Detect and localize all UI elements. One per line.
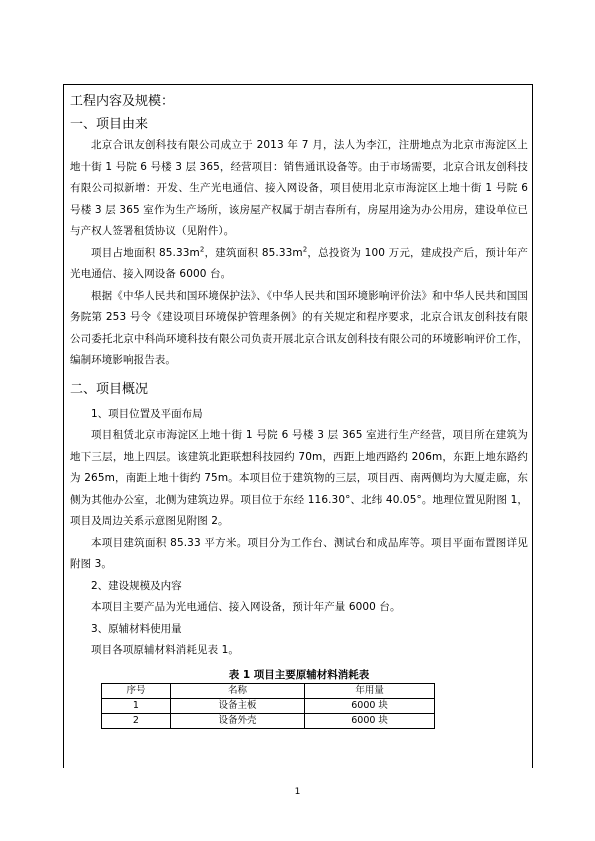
paragraph-origin-2 <box>70 243 528 286</box>
superscript-2: 2 <box>302 245 308 253</box>
heading-project-origin: 一、项目由来 <box>70 117 149 132</box>
document-body <box>70 92 528 729</box>
paragraph-scale: 本项目主要产品为光电通信、接入网设备，预计年产量 6000 台。 <box>91 601 401 613</box>
table-header-row <box>102 683 435 698</box>
header-annual-usage: 年用量 <box>305 683 435 698</box>
cell-usage: 6000 块 <box>305 698 435 713</box>
paragraph-layout: 本项目建筑面积 85.33 平方米。项目分为工作台、测试台和成品库等。项目平面布置图详见附图 3。 <box>70 536 528 570</box>
table-row <box>102 713 435 728</box>
cell-name: 设备主板 <box>170 698 304 713</box>
heading-project-overview: 二、项目概况 <box>70 381 149 397</box>
section-title: 工程内容及规模： <box>70 94 175 109</box>
area-text-b: ，建筑面积 85.33m <box>204 246 303 259</box>
subheading-materials: 3、原辅材料使用量 <box>91 622 182 635</box>
area-text-a: 项目占地面积 85.33m <box>91 246 200 259</box>
cell-index: 2 <box>102 713 171 728</box>
cell-usage: 6000 块 <box>305 713 435 728</box>
table-row <box>102 698 435 713</box>
cell-index: 1 <box>102 698 171 713</box>
paragraph-materials: 项目各项原辅材料消耗见表 1。 <box>91 644 240 656</box>
page-number: 1 <box>294 787 301 797</box>
header-index: 序号 <box>102 683 171 698</box>
superscript-1: 2 <box>199 245 205 253</box>
table-caption: 表 1 项目主要原辅材料消耗表 <box>228 668 370 681</box>
area-text-c: ，总投资为 100 万元，建成投产后，预计年产光电通信、接入网设备 6000 台。 <box>70 246 528 280</box>
paragraph-location: 项目租赁北京市海淀区上地十街 1 号院 6 号楼 3 层 365 室进行生产经营，项目所在建筑为地下三层，地上四层。该建筑北距联想科技园约 70m，西距上地西路约 206m，东距上地东路约为 265m，南距上地十街约 75m。本项目位于建筑物的三层，项目西、南两侧均为大厦走廊，东侧为其他办公室，北侧为建筑边界。项目位于东经 116.30°、北纬 40.05°。地理位置见附图 1，项目及周边关系示意图见附图 2。 <box>70 429 528 527</box>
paragraph-origin-3: 根据《中华人民共和国环境保护法》、《中华人民共和国环境影响评价法》和中华人民共和国国务院第 253 号令《建设项目环境保护管理条例》的有关规定和程序要求，北京合讯友创科技有限公司委托北京中科尚环境科技有限公司负责开展北京合讯友创科技有限公司的环境影响评价工作，编制环境影响报告表。 <box>70 289 528 366</box>
materials-table <box>101 683 435 729</box>
subheading-scale: 2、建设规模及内容 <box>91 579 182 592</box>
subheading-location: 1、项目位置及平面布局 <box>91 407 203 420</box>
header-name: 名称 <box>170 683 304 698</box>
cell-name: 设备外壳 <box>170 713 304 728</box>
paragraph-origin-1: 北京合讯友创科技有限公司成立于 2013 年 7 月，法人为李江，注册地点为北京市海淀区上地十街 1 号院 6 号楼 3 层 365，经营项目：销售通讯设备等。由于市场需要，北京合讯友创科技有限公司拟新增：开发、生产光电通信、接入网设备，项目使用北京市海淀区上地十街 1 号院 6 号楼 3 层 365 室作为生产场所，该房屋产权属于胡吉春所有，房屋用途为办公用房，建设单位已与产权人签署租赁协议（见附件）。 <box>70 139 528 237</box>
